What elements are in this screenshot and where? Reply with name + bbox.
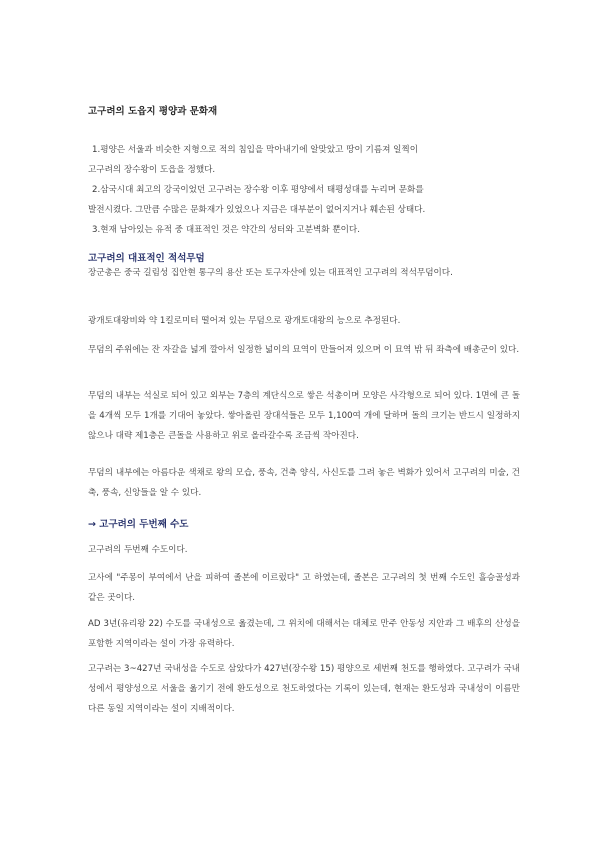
document-title: 고구려의 도읍지 평양과 문화재: [88, 106, 218, 117]
intro-list: [88, 140, 520, 240]
paragraph: 고사에 "주몽이 부여에서 난을 피하여 졸본에 이르렀다" 고 하였는데, 졸본은 고구려의 첫 번째 수도인 흘승골성과 같은 곳이다.: [88, 573, 520, 603]
intro-line: 1.평양은 서울과 비슷한 지형으로 적의 침입을 막아내기에 알맞았고 땅이 기름져 일찍이: [92, 145, 419, 155]
section-heading: 고구려의 대표적인 적석무덤: [88, 253, 205, 264]
paragraph: 광개토대왕비와 약 1킬로미터 떨어져 있는 무덤으로 광개토대왕의 능으로 추정된다.: [88, 316, 401, 326]
paragraph: 무덤의 내부는 석실로 되어 있고 외부는 7층의 계단식으로 쌓은 석총이며 모양은 사각형으로 되어 있다. 1면에 큰 돌을 4개씩 모두 1개를 기대어 놓았다. 쌓아올린 장대석들은 모두 1,100여 개에 달하며 돌의 크기는 반드시 일정하지 않으나 대략 제1층은 큰돌을 사용하고 위로 올라갈수록 조금씩 작아진다.: [88, 391, 520, 441]
paragraph: 무덤의 내부에는 아름다운 색채로 왕의 모습, 풍속, 건축 양식, 사신도를 그려 놓은 벽화가 있어서 고구려의 미술, 건축, 풍속, 신앙들을 알 수 있다.: [88, 468, 520, 498]
paragraph: AD 3년(유리왕 22) 수도를 국내성으로 옮겼는데, 그 위치에 대해서는 대체로 만주 안동성 지안과 그 배후의 산성을 포함한 지역이라는 설이 가장 유력하다.: [88, 619, 520, 649]
paragraph: 무덤의 주위에는 잔 자갈을 넓게 깔아서 일정한 넓이의 묘역이 만들어져 있으며 이 묘역 밖 뒤 좌측에 배총군이 있다.: [88, 345, 520, 355]
paragraph: 장군총은 중국 길림성 집안현 통구의 용산 또는 토구자산에 있는 대표적인 고구려의 적석무덤이다.: [88, 268, 453, 278]
paragraph: 고구려의 두번째 수도이다.: [88, 545, 188, 555]
intro-line: 3.현재 남아있는 유적 중 대표적인 것은 약간의 성터와 고분벽화 뿐이다.: [92, 225, 360, 235]
intro-line: 2.삼국시대 최고의 강국이었던 고구려는 장수왕 이후 평양에서 태평성대를 누리며 문화를: [92, 185, 424, 195]
paragraph: 고구려는 3~427년 국내성을 수도로 삼았다가 427년(장수왕 15) 평양으로 세번째 천도를 행하였다. 고구려가 국내성에서 평양성으로 서울을 옮기기 전에 환도성으로 천도하였다는 기록이 있는데, 현재는 환도성과 국내성이 이름만 다른 동일 지역이라는 설이 지배적이다.: [88, 664, 520, 714]
intro-line: 고구려의 장수왕이 도읍을 정했다.: [88, 165, 216, 175]
section-heading: → 고구려의 두번째 수도: [88, 519, 189, 530]
intro-line: 발전시켰다. 그만큼 수많은 문화재가 있었으나 지금은 대부분이 없어지거나 훼손된 상태다.: [88, 205, 426, 215]
